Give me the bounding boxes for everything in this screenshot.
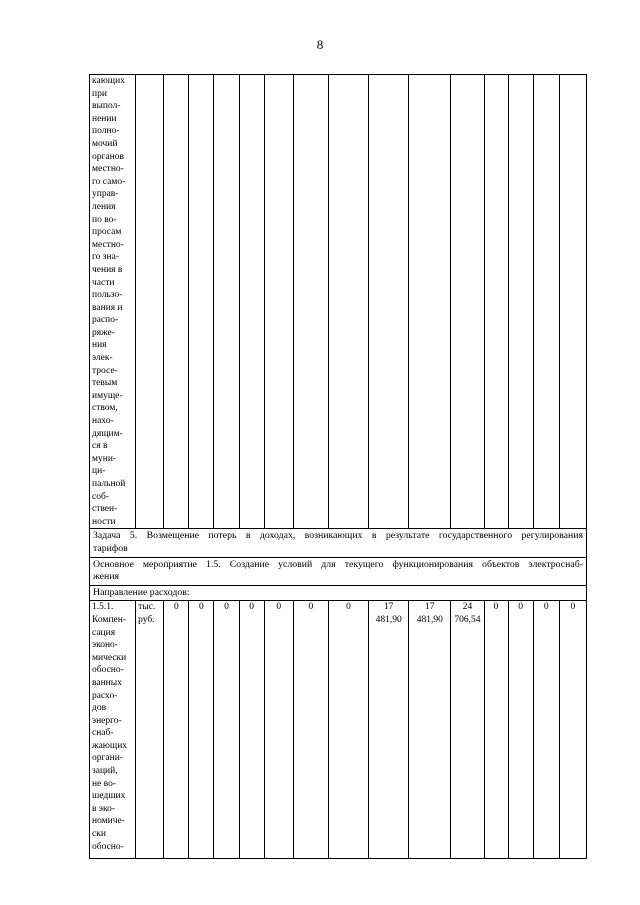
value-cell xyxy=(409,601,451,859)
empty-cell xyxy=(239,75,264,529)
name-line: Компен- xyxy=(92,614,126,625)
name-line: ления xyxy=(92,201,116,212)
name-line: тевым xyxy=(92,378,118,389)
value-line: 17 xyxy=(383,602,394,613)
budget-table xyxy=(89,74,587,859)
value-cell xyxy=(189,601,214,859)
empty-cell xyxy=(328,75,368,529)
page-number: 8 xyxy=(316,37,324,52)
event-line-1: Основное мероприятие 1.5. Создание условий для текущего функционирования объектов электроснаб- xyxy=(93,558,583,570)
value-line: 481,90 xyxy=(375,614,402,625)
name-line: тросе- xyxy=(92,365,118,376)
name-line: местно- xyxy=(92,239,124,250)
value-cell xyxy=(293,601,328,859)
value-line: 24 xyxy=(462,602,473,613)
value-line: 0 xyxy=(224,602,229,613)
value-cell xyxy=(239,601,264,859)
name-line: мически xyxy=(92,652,127,663)
name-line: мочий xyxy=(92,138,118,149)
name-line: по во- xyxy=(92,214,117,225)
name-line: ствен- xyxy=(92,504,118,515)
name-line: дов xyxy=(92,703,107,714)
name-line: органов xyxy=(92,151,124,162)
name-line: кающих xyxy=(92,76,125,86)
direction-row xyxy=(90,585,587,601)
name-line: жающих xyxy=(92,740,128,751)
name-line: ся в xyxy=(92,441,108,452)
task-row xyxy=(90,529,587,557)
name-line: эконо- xyxy=(92,640,118,651)
empty-cell xyxy=(508,75,533,529)
empty-cell xyxy=(164,75,189,529)
event-cell xyxy=(90,557,587,585)
name-line: чения в xyxy=(92,264,123,275)
value-line: 0 xyxy=(570,602,576,613)
value-line: 481,90 xyxy=(416,614,443,625)
name-line: вания и xyxy=(92,302,123,313)
name-line: 1.5.1. xyxy=(92,602,114,613)
unit-line: руб. xyxy=(138,614,155,625)
empty-cell xyxy=(409,75,451,529)
empty-cell xyxy=(264,75,293,529)
empty-cell xyxy=(533,75,559,529)
event-line-2: жения xyxy=(93,571,119,583)
empty-cell xyxy=(136,75,164,529)
name-line: выпол- xyxy=(92,101,121,112)
unit-line: тыс. xyxy=(138,602,156,613)
item-unit-cell xyxy=(136,601,164,859)
value-line: 0 xyxy=(346,602,351,613)
name-line: нении xyxy=(92,113,117,124)
name-line: в эко- xyxy=(92,803,115,814)
value-line: 706,54 xyxy=(454,614,481,625)
name-line: просам xyxy=(92,227,122,238)
name-line: элек- xyxy=(92,353,113,364)
empty-cell xyxy=(451,75,484,529)
value-line: 0 xyxy=(543,602,549,613)
name-line: го само- xyxy=(92,176,126,187)
name-line: снаб- xyxy=(92,728,114,739)
continued-row xyxy=(90,75,587,529)
name-line: ванных xyxy=(92,677,122,688)
name-line: заций, xyxy=(92,766,118,777)
name-line: энерго- xyxy=(92,715,122,726)
name-line: части xyxy=(92,277,115,288)
name-line: пальной xyxy=(92,479,126,489)
name-line: шедших xyxy=(92,791,126,802)
task-line-2: тарифов xyxy=(93,542,128,554)
value-cell xyxy=(328,601,368,859)
value-line: 17 xyxy=(425,602,435,613)
name-line: обосно- xyxy=(92,665,124,676)
name-line: имуще- xyxy=(92,390,123,401)
value-line: 0 xyxy=(249,602,254,613)
direction-cell: Направление расходов: xyxy=(90,585,587,601)
task-cell xyxy=(90,529,587,557)
value-line: 0 xyxy=(518,602,524,613)
name-line: го зна- xyxy=(92,252,120,263)
name-line: органи- xyxy=(92,753,123,764)
name-line: номиче- xyxy=(92,816,125,827)
name-line: ци- xyxy=(92,466,106,477)
name-line: дящим- xyxy=(92,428,123,439)
value-line: 0 xyxy=(308,602,314,613)
continued-name-cell xyxy=(90,75,136,529)
name-line: местно- xyxy=(92,164,124,175)
item-name-cell xyxy=(90,601,136,859)
value-line: 0 xyxy=(173,602,179,613)
name-line: ством, xyxy=(92,403,118,414)
name-line: при xyxy=(92,88,107,99)
name-line: сация xyxy=(92,627,116,638)
event-row xyxy=(90,557,587,585)
value-cell xyxy=(484,601,508,859)
name-line: нахо- xyxy=(92,416,114,427)
value-line: 0 xyxy=(276,602,282,613)
value-line: 0 xyxy=(199,602,204,613)
name-line: муни- xyxy=(92,453,117,464)
name-line: обосно- xyxy=(92,841,124,852)
empty-cell xyxy=(293,75,328,529)
empty-cell xyxy=(214,75,239,529)
name-line: не во- xyxy=(92,778,117,789)
value-cell xyxy=(508,601,533,859)
name-line: управ- xyxy=(92,189,119,200)
value-cell xyxy=(533,601,559,859)
name-line: распо- xyxy=(92,315,119,326)
name-line: расхо- xyxy=(92,690,118,701)
empty-cell xyxy=(189,75,214,529)
value-cell xyxy=(264,601,293,859)
value-cell xyxy=(559,601,586,859)
name-line: ски xyxy=(92,829,106,840)
name-line: ряже- xyxy=(92,327,115,338)
empty-cell xyxy=(559,75,586,529)
name-line: соб- xyxy=(92,491,109,502)
name-line: ния xyxy=(92,340,107,351)
value-cell xyxy=(164,601,189,859)
value-cell xyxy=(369,601,409,859)
name-line: ности xyxy=(92,516,116,527)
value-cell xyxy=(214,601,239,859)
value-line: 0 xyxy=(493,602,499,613)
empty-cell xyxy=(369,75,409,529)
name-line: полно- xyxy=(92,126,120,137)
value-cell xyxy=(451,601,484,859)
name-line: пользо- xyxy=(92,290,123,301)
task-line-1: Задача 5. Возмещение потерь в доходах, возникающих в результате государственного регулирования xyxy=(93,530,583,542)
empty-cell xyxy=(484,75,508,529)
item-row xyxy=(90,601,587,859)
